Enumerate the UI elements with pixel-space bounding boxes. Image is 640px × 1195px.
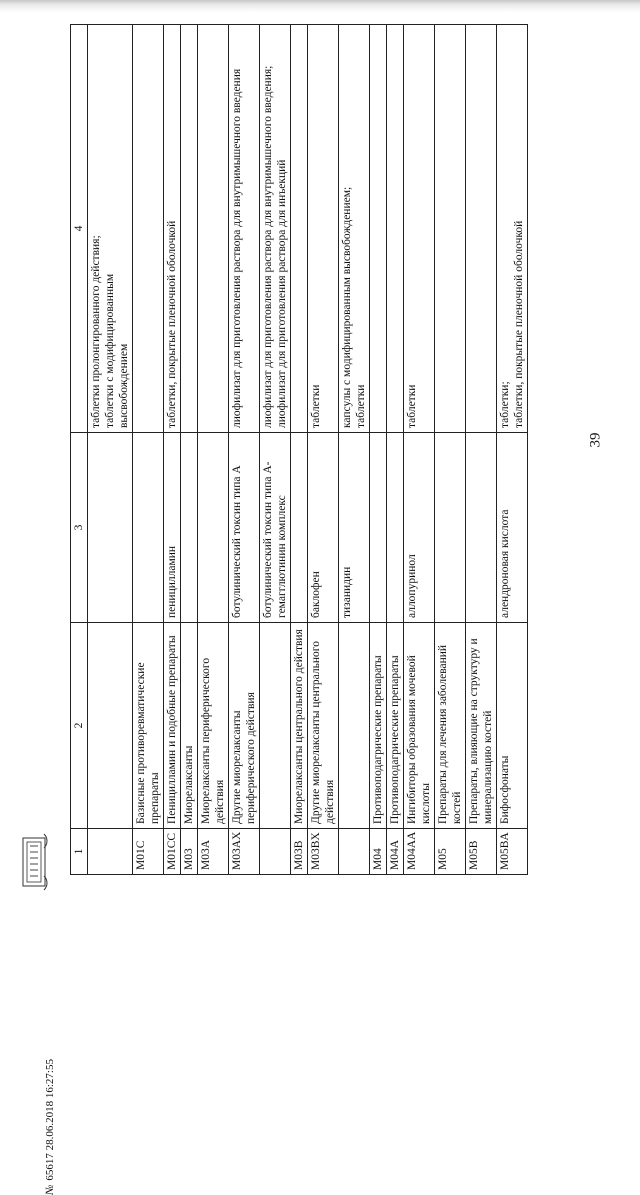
table-row (308, 25, 339, 875)
footer-stamp-text (44, 1059, 56, 1195)
code-cell: M05BA (497, 829, 528, 875)
form-line: лиофилизат для приготовления раствора для инъекций (276, 159, 289, 428)
group-cell: Базисные противоревматические препараты (133, 623, 164, 829)
form-cell (370, 25, 387, 433)
drug-cell: баклофен (308, 433, 339, 623)
drug-cell (88, 433, 133, 623)
form-line: лиофилизат для приготовления раствора для внутримышечного введения (231, 68, 244, 428)
code-cell: M05B (466, 829, 497, 875)
footer-text: 65617 28.06.2018 16:27:55 (44, 1059, 56, 1181)
drug-cell (133, 433, 164, 623)
form-line: высвобождением (118, 343, 131, 428)
group-cell: Противоподагрические препараты (370, 623, 387, 829)
code-cell: M03BX (308, 829, 339, 875)
form-line: капсулы с модифицированным высвобождением; (341, 186, 354, 428)
form-cell (339, 25, 370, 433)
code-cell: M03AX (229, 829, 260, 875)
code-cell (260, 829, 291, 875)
table-row (133, 25, 164, 875)
table-row (497, 25, 528, 875)
table-row (291, 25, 308, 875)
code-cell: M04 (370, 829, 387, 875)
scan-edge (0, 0, 640, 12)
group-cell: Препараты для лечения заболеваний костей (435, 623, 466, 829)
rotated-table-wrapper (70, 25, 590, 875)
group-cell: Другие миорелаксанты периферического действия (229, 623, 260, 829)
form-line: таблетки; (499, 381, 512, 428)
form-line: таблетки, покрытые пленочной оболочкой (166, 220, 179, 428)
form-cell (308, 25, 339, 433)
form-cell (497, 25, 528, 433)
group-cell (260, 623, 291, 829)
form-cell (260, 25, 291, 433)
code-cell: M01C (133, 829, 164, 875)
header-col-3: 3 (71, 433, 88, 623)
form-line: таблетки (310, 384, 323, 428)
stamp-icon (20, 828, 50, 896)
drug-cell (198, 433, 229, 623)
header-col-2: 2 (71, 623, 88, 829)
table-row (370, 25, 387, 875)
group-cell: Противоподагрические препараты (387, 623, 404, 829)
table-row (198, 25, 229, 875)
form-cell (181, 25, 198, 433)
form-line: таблетки, покрытые пленочной оболочкой (513, 220, 526, 428)
header-col-4: 4 (71, 25, 88, 433)
group-cell: Миорелаксанты периферического действия (198, 623, 229, 829)
code-cell: M04A (387, 829, 404, 875)
code-cell (88, 829, 133, 875)
code-cell: M05 (435, 829, 466, 875)
drug-cell (291, 433, 308, 623)
group-cell: Ингибиторы образования мочевой кислоты (404, 623, 435, 829)
table-row (339, 25, 370, 875)
table-body (88, 25, 528, 875)
drug-cell: ботулинический токсин типа А-гемагглютинин комплекс (260, 433, 291, 623)
code-cell (339, 829, 370, 875)
form-cell (229, 25, 260, 433)
group-cell: Миорелаксанты центрального действия (291, 623, 308, 829)
form-cell (164, 25, 181, 433)
code-cell: M04AA (404, 829, 435, 875)
form-cell (466, 25, 497, 433)
footer (16, 600, 56, 1195)
drug-cell: аллопуринол (404, 433, 435, 623)
table-row (387, 25, 404, 875)
table-row (88, 25, 133, 875)
table-row (164, 25, 181, 875)
form-cell (88, 25, 133, 433)
code-cell: M03A (198, 829, 229, 875)
group-cell (339, 623, 370, 829)
form-line: таблетки с модифицированным (104, 273, 117, 428)
form-line: таблетки (355, 384, 368, 428)
table-row (466, 25, 497, 875)
form-line: таблетки пролонгированного действия; (90, 235, 103, 428)
table-row (181, 25, 198, 875)
header-col-1: 1 (71, 829, 88, 875)
form-line: таблетки (406, 384, 419, 428)
group-cell: Пеницилламин и подобные препараты (164, 623, 181, 829)
table-row (404, 25, 435, 875)
drug-cell (435, 433, 466, 623)
form-cell (387, 25, 404, 433)
form-cell (435, 25, 466, 433)
drug-cell: тизанидин (339, 433, 370, 623)
code-cell: M03B (291, 829, 308, 875)
form-cell (198, 25, 229, 433)
drug-table (70, 24, 528, 875)
form-cell (404, 25, 435, 433)
group-cell: Другие миорелаксанты центрального действия (308, 623, 339, 829)
code-cell: M01CC (164, 829, 181, 875)
drug-cell (181, 433, 198, 623)
form-cell (133, 25, 164, 433)
drug-cell (370, 433, 387, 623)
group-cell: Миорелаксанты (181, 623, 198, 829)
drug-cell: ботулинический токсин типа А (229, 433, 260, 623)
drug-cell (466, 433, 497, 623)
group-cell (88, 623, 133, 829)
group-cell: Препараты, влияющие на структуру и минерализацию костей (466, 623, 497, 829)
number-sign: № (44, 1184, 56, 1195)
drug-cell: алендроновая кислота (497, 433, 528, 623)
code-cell: M03 (181, 829, 198, 875)
table-row (260, 25, 291, 875)
table-row (435, 25, 466, 875)
page-number: 39 (587, 432, 604, 448)
drug-cell: пеницилламин (164, 433, 181, 623)
form-line: лиофилизат для приготовления раствора для внутримышечного введения; (262, 65, 275, 428)
form-cell (291, 25, 308, 433)
group-cell: Бифосфонаты (497, 623, 528, 829)
table-row (229, 25, 260, 875)
drug-cell (387, 433, 404, 623)
table-header-row (71, 25, 88, 875)
